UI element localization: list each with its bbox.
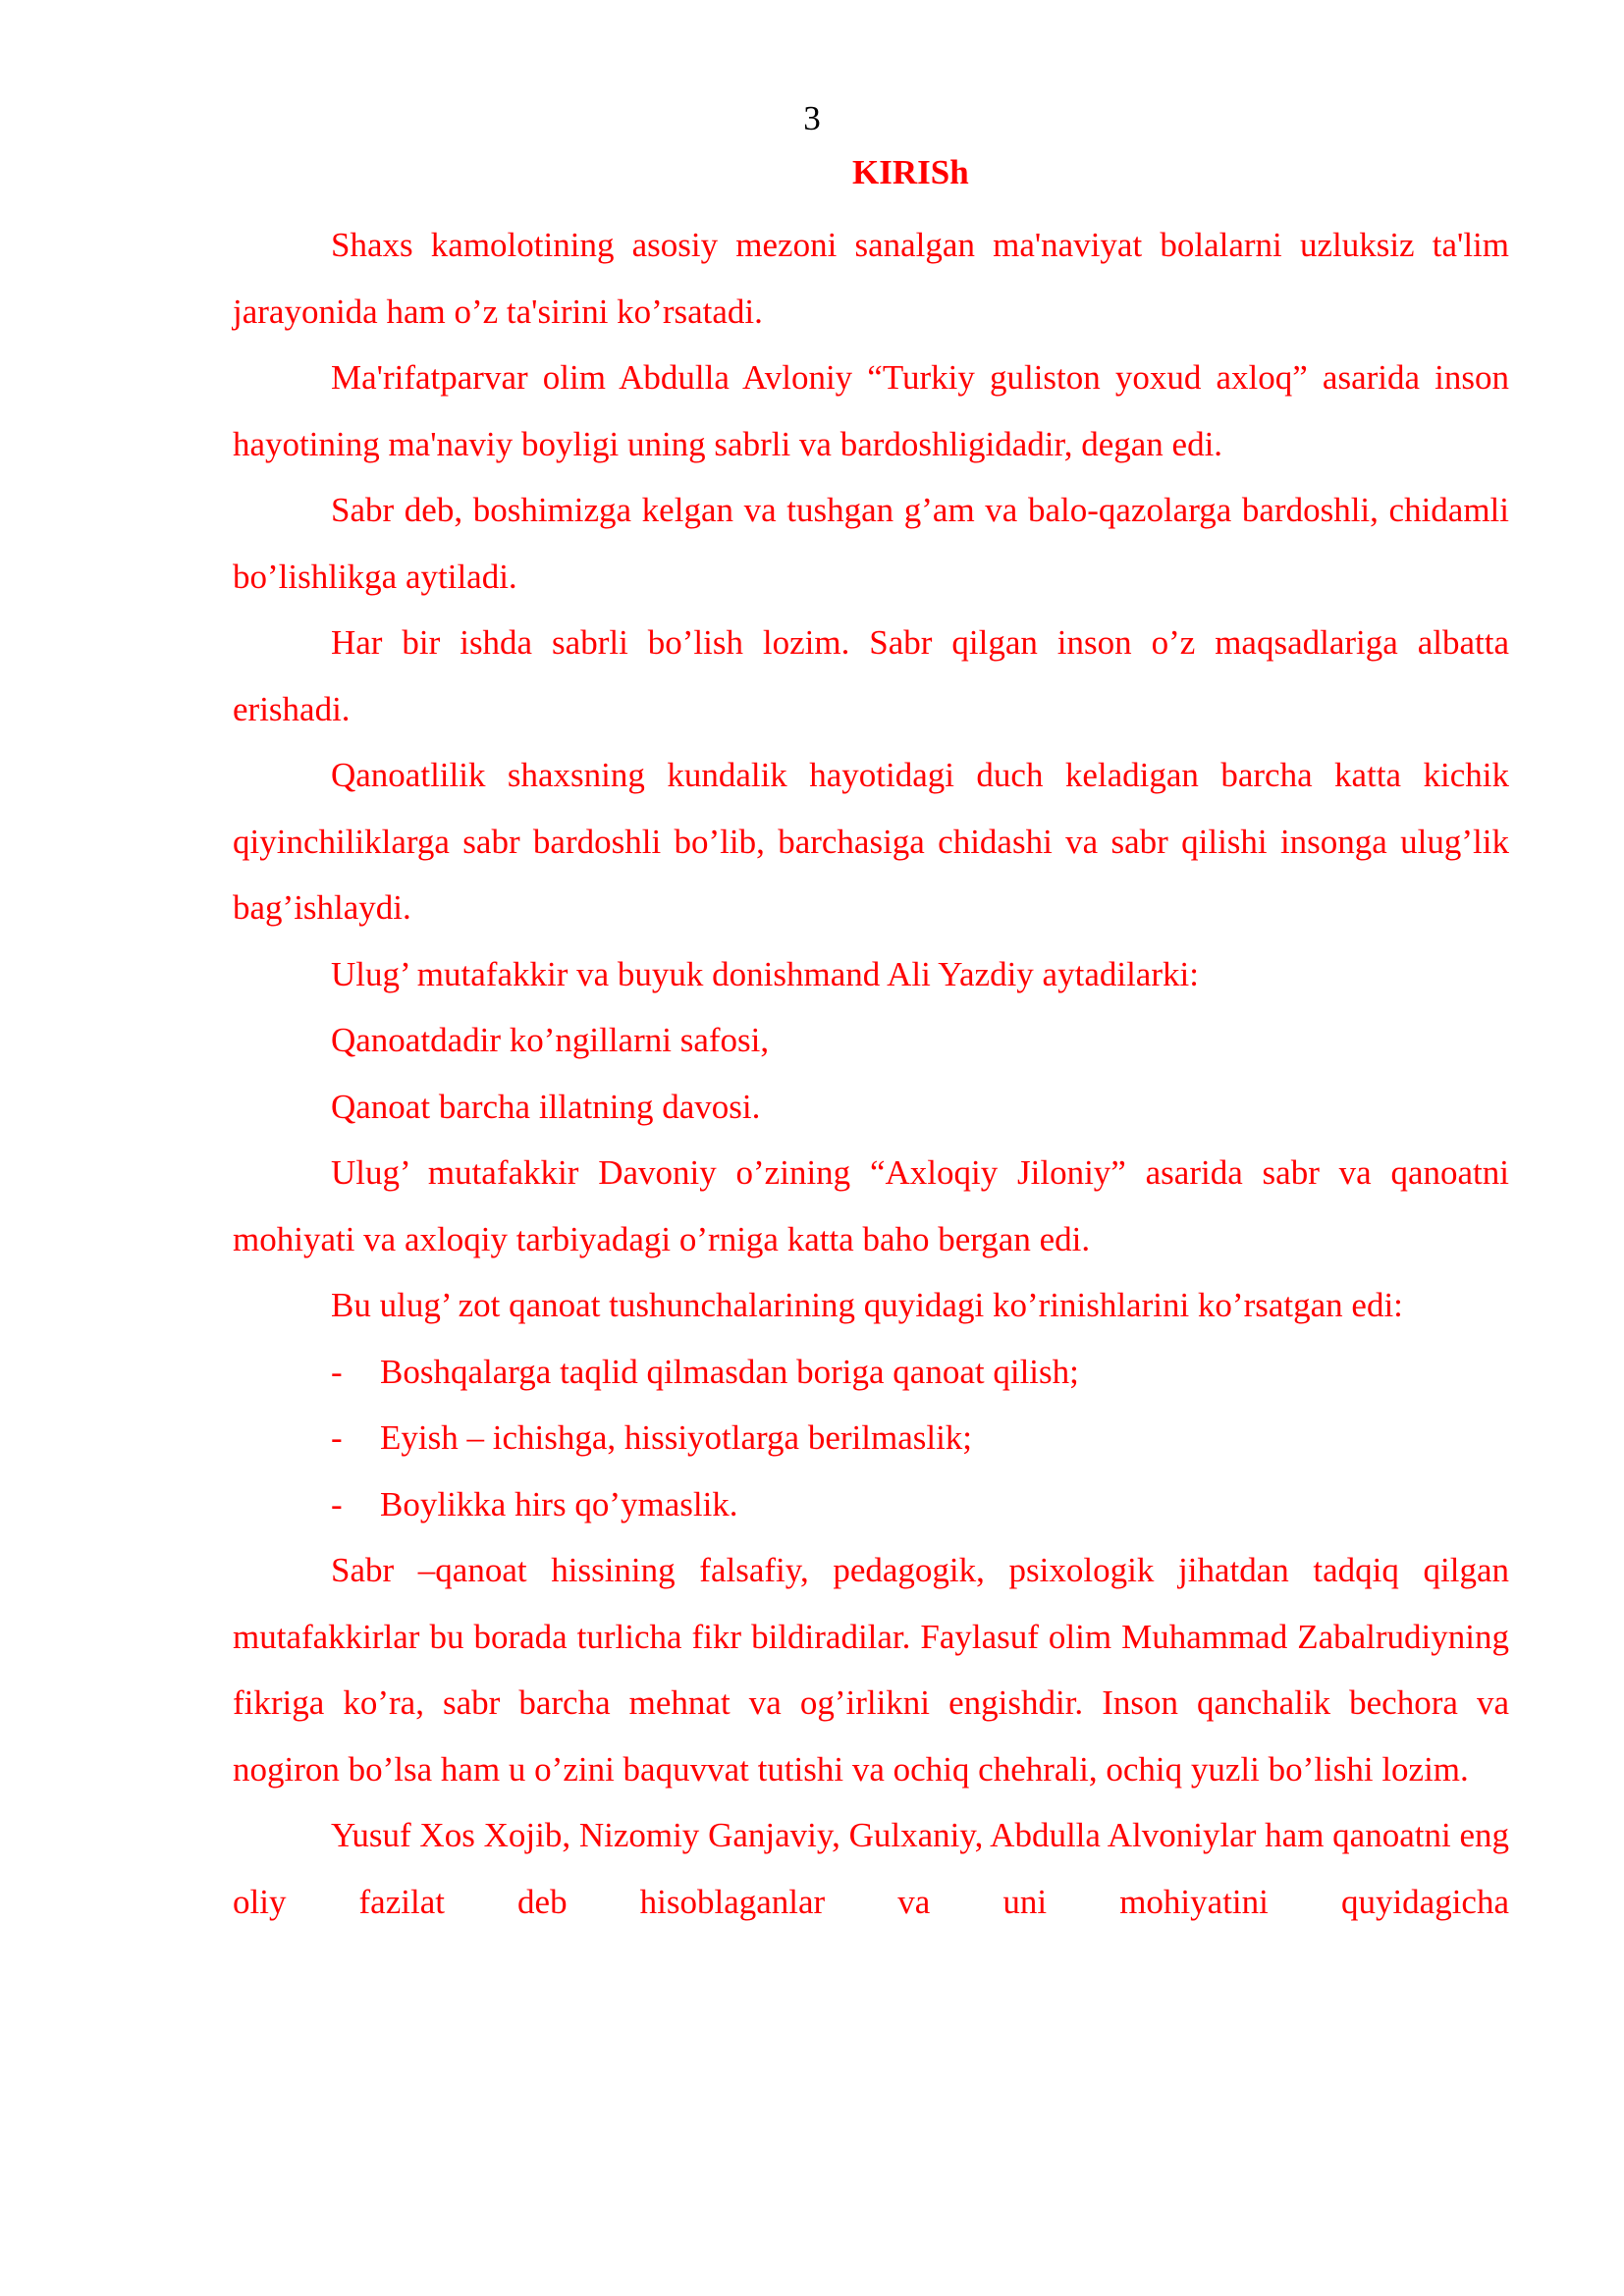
list-item <box>233 1471 1509 1538</box>
section-heading: KIRISh <box>852 153 969 191</box>
list-marker: - <box>331 1484 343 1523</box>
list-item-text: Eyish – ichishga, hissiyotlarga berilmaslik; <box>380 1418 973 1457</box>
paragraph: Ulug’ mutafakkir va buyuk donishmand Ali Yazdiy aytadilarki: <box>331 954 1199 993</box>
paragraph: Shaxs kamolotining asosiy mezoni sanalgan ma'naviyat bolalarni uzluksiz ta'lim jarayonida ham o’z ta'sirini ko’rsatadi. <box>233 226 1509 331</box>
list-item-text: Boylikka hirs qo’ymaslik. <box>380 1484 738 1523</box>
list-item-text: Boshqalarga taqlid qilmasdan boriga qanoat qilish; <box>380 1352 1079 1391</box>
bullet-list <box>233 1339 1509 1538</box>
list-item <box>233 1405 1509 1471</box>
list-item <box>233 1339 1509 1406</box>
body-text <box>233 212 1509 1935</box>
verse-line: Qanoatdadir ko’ngillarni safosi, <box>331 1021 770 1059</box>
paragraph: Har bir ishda sabrli bo’lish lozim. Sabr qilgan inson o’z maqsadlariga albatta erishadi. <box>233 623 1509 728</box>
paragraph: Qanoatlilik shaxsning kundalik hayotidagi duch keladigan barcha katta kichik qiyinchiliklarga sabr bardoshli bo’lib, barchasiga chidashi va sabr qilishi insonga ulug’lik bag’ishlaydi. <box>233 756 1509 927</box>
page-number: 3 <box>803 99 821 137</box>
verse-line: Qanoat barcha illatning davosi. <box>331 1087 761 1126</box>
paragraph: Sabr –qanoat hissining falsafiy, pedagogik, psixologik jihatdan tadqiq qilgan mutafakkirlar bu borada turlicha fikr bildiradilar. Faylasuf olim Muhammad Zabalrudiyning fikriga ko’ra, sabr barcha mehnat va og’irlikni engishdir. Inson qanchalik bechora va nogiron bo’lsa ham u o’zini baquvvat tutishi va ochiq chehrali, ochiq yuzli bo’lishi lozim. <box>233 1551 1509 1789</box>
paragraph: Ma'rifatparvar olim Abdulla Avloniy “Turkiy guliston yoxud axloq” asarida inson hayotining ma'naviy boyligi uning sabrli va bardoshligidadir, degan edi. <box>233 358 1509 463</box>
paragraph: Sabr deb, boshimizga kelgan va tushgan g’am va balo-qazolarga bardoshli, chidamli bo’lishlikga aytiladi. <box>233 491 1509 596</box>
list-marker: - <box>331 1352 343 1391</box>
paragraph: Bu ulug’ zot qanoat tushunchalarining quyidagi ko’rinishlarini ko’rsatgan edi: <box>331 1286 1403 1324</box>
paragraph: Yusuf Xos Xojib, Nizomiy Ganjaviy, Gulxaniy, Abdulla Alvoniylar ham qanoatni eng oliy fazilat deb hisoblaganlar va uni mohiyatini quyidagicha <box>233 1816 1509 1921</box>
list-marker: - <box>331 1418 343 1457</box>
paragraph: Ulug’ mutafakkir Davoniy o’zining “Axloqiy Jiloniy” asarida sabr va qanoatni mohiyati va axloqiy tarbiyadagi o’rniga katta baho bergan edi. <box>233 1153 1509 1258</box>
